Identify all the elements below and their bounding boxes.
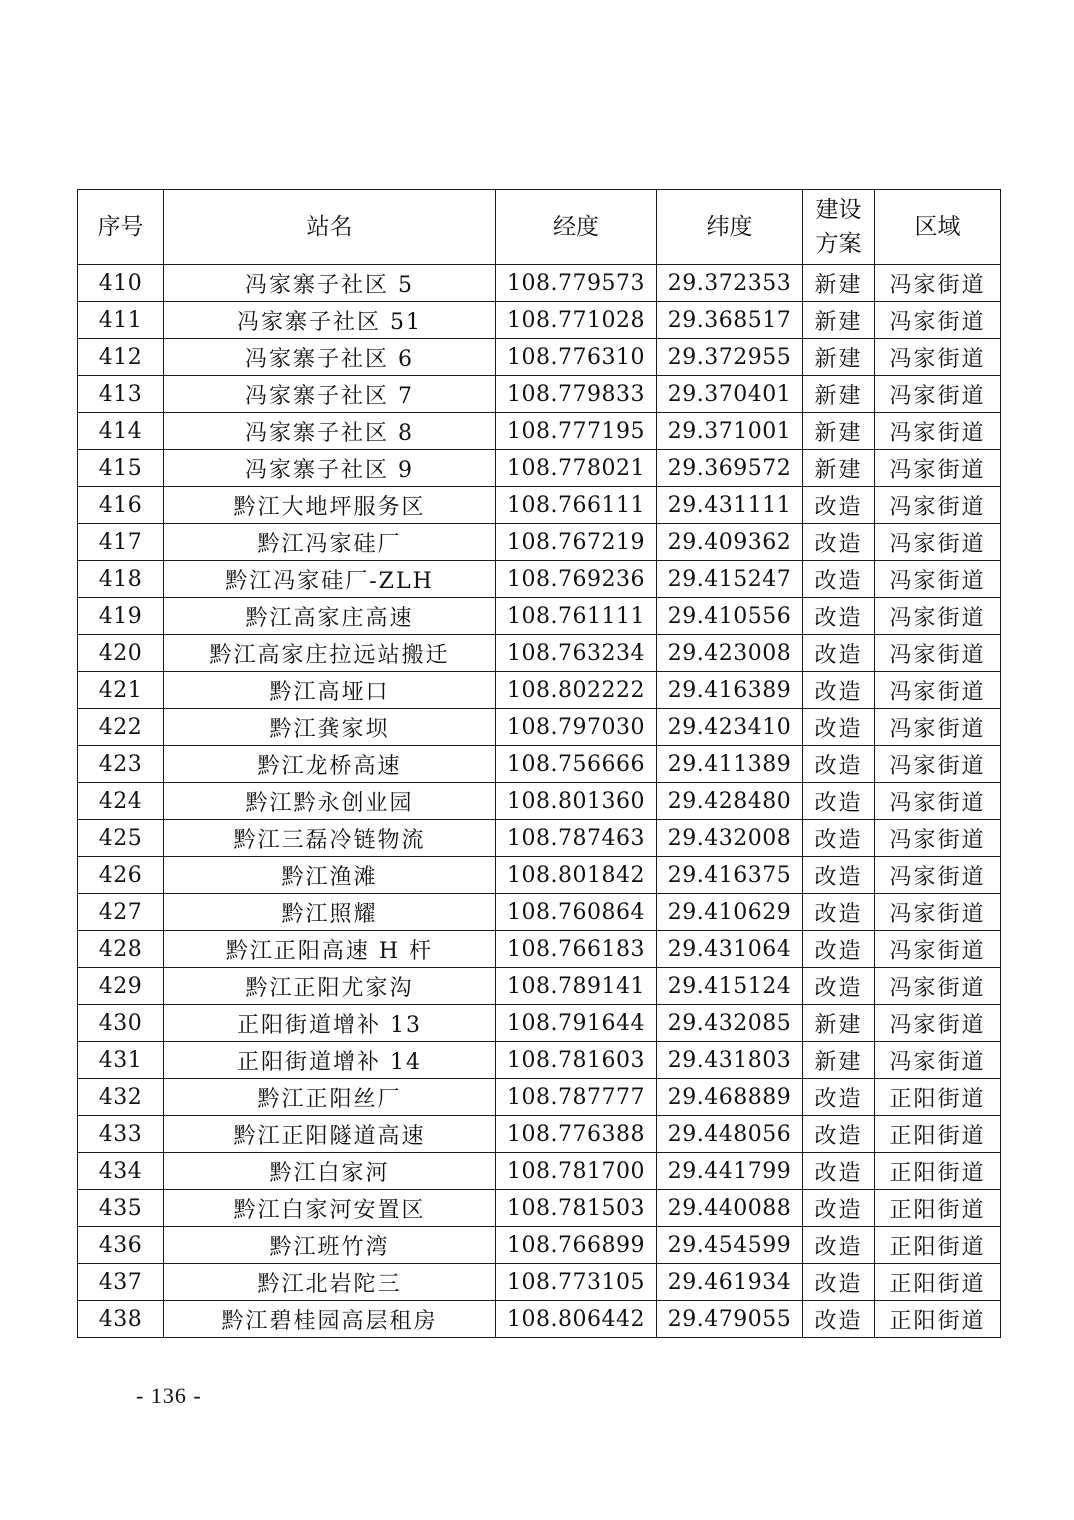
cell-area: 冯家街道 [875, 265, 1001, 302]
cell-latitude: 29.431111 [657, 487, 803, 524]
table-row [78, 1079, 1001, 1116]
table-row [78, 635, 1001, 672]
cell-plan: 改造 [803, 968, 875, 1005]
cell-area: 正阳街道 [875, 1301, 1001, 1338]
station-table [77, 189, 1001, 1338]
cell-area: 冯家街道 [875, 709, 1001, 746]
table-row [78, 672, 1001, 709]
cell-area: 正阳街道 [875, 1116, 1001, 1153]
cell-station-name: 冯家寨子社区 5 [164, 265, 496, 302]
cell-latitude: 29.416375 [657, 857, 803, 894]
cell-longitude: 108.779573 [496, 265, 657, 302]
cell-index: 415 [78, 450, 164, 487]
cell-latitude: 29.479055 [657, 1301, 803, 1338]
header-plan-line1: 建设 [815, 197, 862, 223]
table-row [78, 524, 1001, 561]
cell-longitude: 108.761111 [496, 598, 657, 635]
cell-index: 416 [78, 487, 164, 524]
cell-index: 438 [78, 1301, 164, 1338]
page-number: - 136 - [136, 1383, 202, 1408]
cell-index: 422 [78, 709, 164, 746]
cell-station-name: 黔江白家河 [164, 1153, 496, 1190]
cell-plan: 改造 [803, 672, 875, 709]
cell-plan: 改造 [803, 1264, 875, 1301]
cell-latitude: 29.415247 [657, 561, 803, 598]
cell-index: 412 [78, 339, 164, 376]
cell-station-name: 黔江冯家硅厂-ZLH [164, 561, 496, 598]
cell-station-name: 黔江碧桂园高层租房 [164, 1301, 496, 1338]
cell-latitude: 29.441799 [657, 1153, 803, 1190]
table-row [78, 820, 1001, 857]
cell-latitude: 29.372955 [657, 339, 803, 376]
cell-index: 410 [78, 265, 164, 302]
table-header-row [78, 190, 1001, 265]
cell-station-name: 黔江大地坪服务区 [164, 487, 496, 524]
cell-station-name: 黔江正阳丝厂 [164, 1079, 496, 1116]
cell-area: 冯家街道 [875, 1042, 1001, 1079]
cell-area: 冯家街道 [875, 524, 1001, 561]
cell-station-name: 黔江冯家硅厂 [164, 524, 496, 561]
cell-longitude: 108.797030 [496, 709, 657, 746]
table-row [78, 413, 1001, 450]
cell-longitude: 108.787463 [496, 820, 657, 857]
cell-station-name: 黔江正阳高速 H 杆 [164, 931, 496, 968]
cell-plan: 改造 [803, 709, 875, 746]
cell-index: 435 [78, 1190, 164, 1227]
cell-longitude: 108.781700 [496, 1153, 657, 1190]
cell-latitude: 29.432008 [657, 820, 803, 857]
cell-area: 正阳街道 [875, 1264, 1001, 1301]
cell-longitude: 108.769236 [496, 561, 657, 598]
cell-index: 423 [78, 746, 164, 783]
cell-latitude: 29.372353 [657, 265, 803, 302]
cell-longitude: 108.781503 [496, 1190, 657, 1227]
cell-latitude: 29.423410 [657, 709, 803, 746]
table-row [78, 1005, 1001, 1042]
cell-plan: 新建 [803, 265, 875, 302]
cell-index: 413 [78, 376, 164, 413]
cell-longitude: 108.766111 [496, 487, 657, 524]
cell-area: 冯家街道 [875, 376, 1001, 413]
cell-area: 冯家街道 [875, 746, 1001, 783]
cell-index: 417 [78, 524, 164, 561]
cell-index: 424 [78, 783, 164, 820]
cell-station-name: 正阳街道增补 13 [164, 1005, 496, 1042]
cell-area: 正阳街道 [875, 1227, 1001, 1264]
cell-area: 冯家街道 [875, 1005, 1001, 1042]
cell-longitude: 108.791644 [496, 1005, 657, 1042]
cell-area: 正阳街道 [875, 1153, 1001, 1190]
header-index: 序号 [78, 190, 164, 265]
cell-latitude: 29.370401 [657, 376, 803, 413]
cell-latitude: 29.440088 [657, 1190, 803, 1227]
cell-latitude: 29.431803 [657, 1042, 803, 1079]
cell-plan: 改造 [803, 1190, 875, 1227]
cell-plan: 改造 [803, 598, 875, 635]
cell-longitude: 108.806442 [496, 1301, 657, 1338]
cell-index: 420 [78, 635, 164, 672]
cell-latitude: 29.411389 [657, 746, 803, 783]
cell-latitude: 29.448056 [657, 1116, 803, 1153]
cell-plan: 改造 [803, 1079, 875, 1116]
cell-station-name: 正阳街道增补 14 [164, 1042, 496, 1079]
table-row [78, 857, 1001, 894]
cell-plan: 改造 [803, 1116, 875, 1153]
cell-area: 冯家街道 [875, 302, 1001, 339]
cell-longitude: 108.756666 [496, 746, 657, 783]
table-row [78, 1190, 1001, 1227]
cell-plan: 改造 [803, 894, 875, 931]
cell-area: 冯家街道 [875, 894, 1001, 931]
cell-station-name: 黔江正阳尤家沟 [164, 968, 496, 1005]
cell-index: 437 [78, 1264, 164, 1301]
cell-station-name: 冯家寨子社区 7 [164, 376, 496, 413]
cell-longitude: 108.767219 [496, 524, 657, 561]
cell-plan: 改造 [803, 931, 875, 968]
cell-longitude: 108.773105 [496, 1264, 657, 1301]
table-row [78, 561, 1001, 598]
cell-index: 432 [78, 1079, 164, 1116]
header-plan-line2: 方案 [815, 231, 862, 257]
cell-plan: 改造 [803, 524, 875, 561]
cell-longitude: 108.766183 [496, 931, 657, 968]
table-row [78, 783, 1001, 820]
cell-area: 正阳街道 [875, 1079, 1001, 1116]
cell-station-name: 黔江班竹湾 [164, 1227, 496, 1264]
table-row [78, 931, 1001, 968]
cell-area: 冯家街道 [875, 968, 1001, 1005]
cell-plan: 新建 [803, 1042, 875, 1079]
cell-area: 冯家街道 [875, 450, 1001, 487]
cell-plan: 新建 [803, 450, 875, 487]
table-row [78, 598, 1001, 635]
cell-station-name: 黔江三磊冷链物流 [164, 820, 496, 857]
cell-plan: 新建 [803, 413, 875, 450]
cell-area: 冯家街道 [875, 635, 1001, 672]
table-row [78, 1301, 1001, 1338]
cell-latitude: 29.432085 [657, 1005, 803, 1042]
cell-longitude: 108.766899 [496, 1227, 657, 1264]
table-row [78, 1264, 1001, 1301]
cell-latitude: 29.410629 [657, 894, 803, 931]
cell-index: 414 [78, 413, 164, 450]
cell-latitude: 29.415124 [657, 968, 803, 1005]
cell-index: 429 [78, 968, 164, 1005]
cell-area: 冯家街道 [875, 598, 1001, 635]
cell-longitude: 108.787777 [496, 1079, 657, 1116]
cell-index: 436 [78, 1227, 164, 1264]
cell-index: 427 [78, 894, 164, 931]
cell-index: 428 [78, 931, 164, 968]
header-construction-plan [803, 190, 875, 265]
table-row [78, 894, 1001, 931]
cell-station-name: 黔江龚家坝 [164, 709, 496, 746]
cell-longitude: 108.777195 [496, 413, 657, 450]
table-row [78, 1227, 1001, 1264]
cell-station-name: 黔江高垭口 [164, 672, 496, 709]
cell-longitude: 108.801842 [496, 857, 657, 894]
cell-station-name: 黔江渔滩 [164, 857, 496, 894]
cell-plan: 改造 [803, 1153, 875, 1190]
table-row [78, 339, 1001, 376]
cell-plan: 改造 [803, 746, 875, 783]
table-row [78, 376, 1001, 413]
cell-latitude: 29.468889 [657, 1079, 803, 1116]
cell-plan: 新建 [803, 302, 875, 339]
cell-longitude: 108.771028 [496, 302, 657, 339]
station-table-container [77, 189, 1000, 1338]
cell-index: 426 [78, 857, 164, 894]
cell-station-name: 黔江照耀 [164, 894, 496, 931]
cell-longitude: 108.760864 [496, 894, 657, 931]
cell-latitude: 29.410556 [657, 598, 803, 635]
table-row [78, 450, 1001, 487]
cell-plan: 改造 [803, 857, 875, 894]
cell-area: 冯家街道 [875, 857, 1001, 894]
cell-longitude: 108.763234 [496, 635, 657, 672]
cell-station-name: 黔江黔永创业园 [164, 783, 496, 820]
header-station-name: 站名 [164, 190, 496, 265]
cell-latitude: 29.428480 [657, 783, 803, 820]
cell-plan: 改造 [803, 783, 875, 820]
cell-index: 421 [78, 672, 164, 709]
cell-station-name: 黔江白家河安置区 [164, 1190, 496, 1227]
cell-index: 425 [78, 820, 164, 857]
cell-area: 冯家街道 [875, 339, 1001, 376]
table-body [78, 265, 1001, 1338]
cell-area: 冯家街道 [875, 820, 1001, 857]
table-row [78, 709, 1001, 746]
cell-area: 冯家街道 [875, 672, 1001, 709]
cell-index: 430 [78, 1005, 164, 1042]
cell-index: 433 [78, 1116, 164, 1153]
cell-area: 正阳街道 [875, 1190, 1001, 1227]
cell-plan: 改造 [803, 487, 875, 524]
cell-area: 冯家街道 [875, 783, 1001, 820]
cell-longitude: 108.779833 [496, 376, 657, 413]
table-row [78, 265, 1001, 302]
cell-area: 冯家街道 [875, 561, 1001, 598]
cell-station-name: 冯家寨子社区 9 [164, 450, 496, 487]
cell-station-name: 黔江龙桥高速 [164, 746, 496, 783]
cell-station-name: 冯家寨子社区 51 [164, 302, 496, 339]
cell-latitude: 29.423008 [657, 635, 803, 672]
cell-longitude: 108.802222 [496, 672, 657, 709]
header-longitude: 经度 [496, 190, 657, 265]
cell-plan: 改造 [803, 1301, 875, 1338]
table-row [78, 487, 1001, 524]
cell-plan: 改造 [803, 635, 875, 672]
cell-longitude: 108.776310 [496, 339, 657, 376]
cell-latitude: 29.454599 [657, 1227, 803, 1264]
table-row [78, 302, 1001, 339]
table-row [78, 1042, 1001, 1079]
cell-area: 冯家街道 [875, 413, 1001, 450]
cell-index: 434 [78, 1153, 164, 1190]
cell-index: 431 [78, 1042, 164, 1079]
cell-area: 冯家街道 [875, 931, 1001, 968]
cell-plan: 新建 [803, 1005, 875, 1042]
cell-station-name: 黔江北岩陀三 [164, 1264, 496, 1301]
cell-latitude: 29.416389 [657, 672, 803, 709]
header-area: 区域 [875, 190, 1001, 265]
cell-plan: 改造 [803, 820, 875, 857]
cell-plan: 新建 [803, 376, 875, 413]
table-row [78, 1116, 1001, 1153]
cell-latitude: 29.431064 [657, 931, 803, 968]
cell-plan: 改造 [803, 561, 875, 598]
header-latitude: 纬度 [657, 190, 803, 265]
table-row [78, 968, 1001, 1005]
cell-area: 冯家街道 [875, 487, 1001, 524]
cell-latitude: 29.371001 [657, 413, 803, 450]
cell-longitude: 108.789141 [496, 968, 657, 1005]
cell-index: 418 [78, 561, 164, 598]
cell-index: 411 [78, 302, 164, 339]
cell-station-name: 黔江高家庄拉远站搬迁 [164, 635, 496, 672]
cell-latitude: 29.368517 [657, 302, 803, 339]
cell-latitude: 29.461934 [657, 1264, 803, 1301]
cell-station-name: 冯家寨子社区 6 [164, 339, 496, 376]
cell-longitude: 108.801360 [496, 783, 657, 820]
cell-longitude: 108.781603 [496, 1042, 657, 1079]
table-row [78, 1153, 1001, 1190]
cell-index: 419 [78, 598, 164, 635]
cell-longitude: 108.778021 [496, 450, 657, 487]
table-row [78, 746, 1001, 783]
cell-plan: 改造 [803, 1227, 875, 1264]
cell-latitude: 29.369572 [657, 450, 803, 487]
cell-station-name: 黔江正阳隧道高速 [164, 1116, 496, 1153]
cell-plan: 新建 [803, 339, 875, 376]
cell-station-name: 冯家寨子社区 8 [164, 413, 496, 450]
cell-latitude: 29.409362 [657, 524, 803, 561]
cell-longitude: 108.776388 [496, 1116, 657, 1153]
cell-station-name: 黔江高家庄高速 [164, 598, 496, 635]
